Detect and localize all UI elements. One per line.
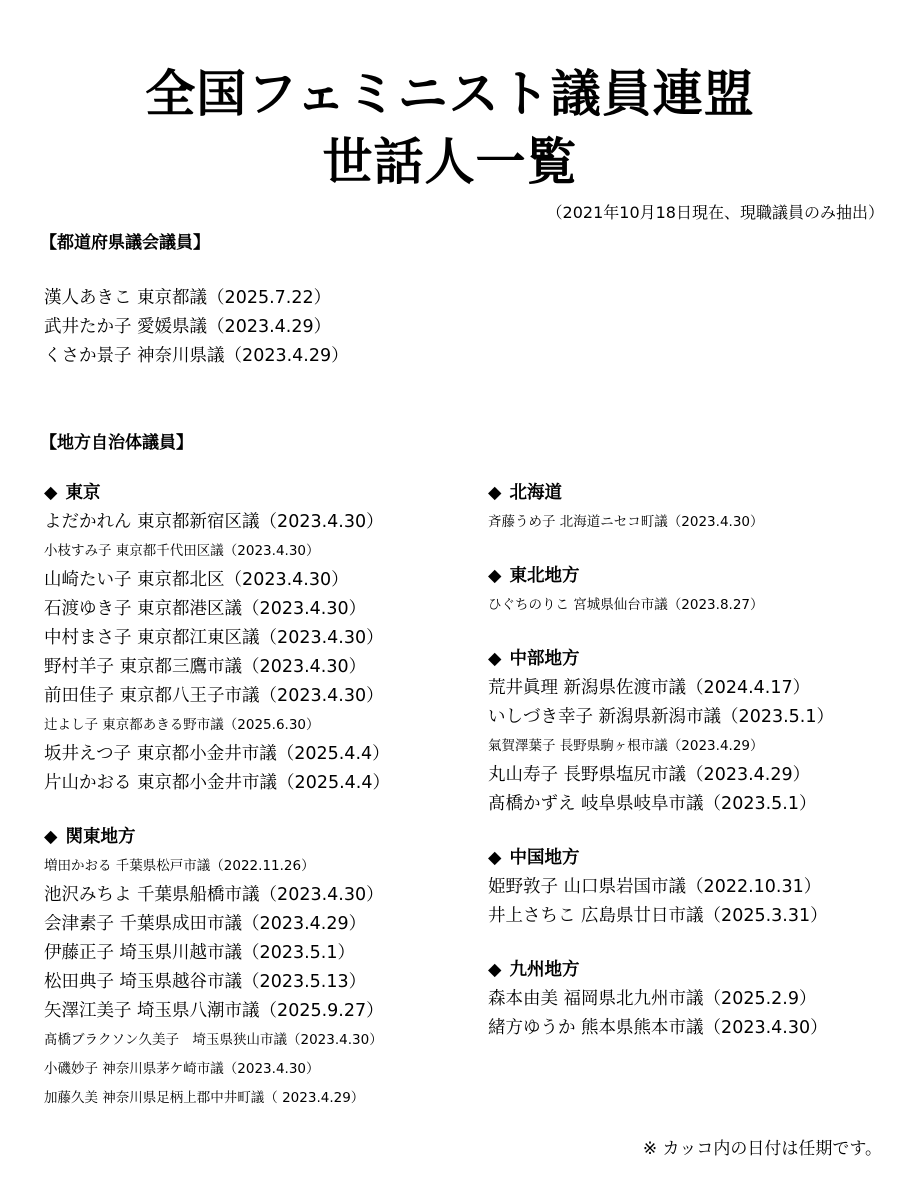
member-entry: いしづき幸子 新潟県新潟市議（2023.5.1）: [488, 707, 834, 727]
member-entry: 松田典子 埼玉県越谷市議（2023.5.13）: [44, 972, 367, 992]
diamond-bullet-icon: ◆: [488, 848, 502, 868]
member-entry: 武井たか子 愛媛県議（2023.4.29）: [44, 317, 332, 337]
region-heading: [488, 561, 834, 591]
member-entry: 伊藤正子 埼玉県川越市議（2023.5.1）: [44, 943, 355, 963]
member-entry: 森本由美 福岡県北九州市議（2025.2.9）: [488, 989, 817, 1009]
member-entry: くさか景子 神奈川県議（2023.4.29）: [44, 346, 349, 366]
local-heading: 【地方自治体議員】: [40, 433, 193, 453]
region-name: 中部地方: [509, 649, 580, 669]
member-entry: 丸山寿子 長野県塩尻市議（2023.4.29）: [488, 765, 811, 785]
member-entry: 池沢みちよ 千葉県船橋市議（2023.4.30）: [44, 885, 384, 905]
member-entry: 井上さちこ 広島県廿日市議（2025.3.31）: [488, 906, 828, 926]
as-of-date: （2021年10月18日現在、現職議員のみ抽出）: [546, 203, 884, 222]
diamond-bullet-icon: ◆: [488, 566, 502, 586]
member-entry: 髙橋かずえ 岐阜県岐阜市議（2023.5.1）: [488, 794, 817, 814]
member-entry: 山崎たい子 東京都北区（2023.4.30）: [44, 570, 349, 590]
member-entry: 辻よし子 東京都あきる野市議（2025.6.30）: [44, 717, 320, 733]
member-entry: 坂井えつ子 東京都小金井市議（2025.4.4）: [44, 744, 390, 764]
region-heading: [488, 478, 834, 508]
member-entry: 漢人あきこ 東京都議（2025.7.22）: [44, 288, 332, 308]
region-heading: [488, 843, 834, 873]
region-name: 北海道: [509, 483, 562, 503]
region-block: [44, 478, 390, 798]
member-entry: 氣賀澤葉子 長野県駒ヶ根市議（2023.4.29）: [488, 738, 764, 754]
region-heading: [488, 955, 834, 985]
member-entry: よだかれん 東京都新宿区議（2023.4.30）: [44, 512, 384, 532]
region-block: [488, 644, 834, 819]
member-entry: 野村羊子 東京都三鷹市議（2023.4.30）: [44, 657, 367, 677]
page-subtitle: 世話人一覧: [322, 133, 578, 191]
member-entry: 姫野敦子 山口県岩国市議（2022.10.31）: [488, 877, 822, 897]
member-entry: 緒方ゆうか 熊本県熊本市議（2023.4.30）: [488, 1018, 828, 1038]
region-block: [488, 843, 834, 931]
member-entry: 石渡ゆき子 東京都港区議（2023.4.30）: [44, 599, 367, 619]
member-entry: 増田かおる 千葉県松戸市議（2022.11.26）: [44, 858, 315, 874]
region-block: [488, 478, 834, 537]
page-title: 全国フェミニスト議員連盟: [145, 65, 755, 123]
diamond-bullet-icon: ◆: [488, 649, 502, 669]
region-name: 東京: [65, 483, 101, 503]
region-heading: [44, 822, 390, 852]
footnote: ※ カッコ内の日付は任期です。: [642, 1139, 882, 1159]
region-name: 九州地方: [509, 960, 580, 980]
region-heading: [44, 478, 390, 508]
member-entry: 小枝すみ子 東京都千代田区議（2023.4.30）: [44, 543, 320, 559]
prefectural-heading: 【都道府県議会議員】: [40, 233, 210, 253]
right-column: [488, 478, 834, 1067]
region-heading: [488, 644, 834, 674]
member-entry: 荒井眞理 新潟県佐渡市議（2024.4.17）: [488, 678, 811, 698]
member-entry: 斉藤うめ子 北海道ニセコ町議（2023.4.30）: [488, 514, 764, 530]
member-entry: 会津素子 千葉県成田市議（2023.4.29）: [44, 914, 367, 934]
member-entry: 髙橋ブラクソン久美子 埼玉県狭山市議（2023.4.30）: [44, 1032, 383, 1048]
prefectural-member-list: [44, 284, 349, 371]
member-entry: 矢澤江美子 埼玉県八潮市議（2025.9.27）: [44, 1001, 384, 1021]
member-entry: 片山かおる 東京都小金井市議（2025.4.4）: [44, 773, 390, 793]
diamond-bullet-icon: ◆: [488, 960, 502, 980]
diamond-bullet-icon: ◆: [44, 483, 58, 503]
member-entry: 前田佳子 東京都八王子市議（2023.4.30）: [44, 686, 384, 706]
region-block: [44, 822, 390, 1113]
region-name: 関東地方: [65, 827, 136, 847]
diamond-bullet-icon: ◆: [488, 483, 502, 503]
region-name: 東北地方: [509, 566, 580, 586]
member-entry: ひぐちのりこ 宮城県仙台市議（2023.8.27）: [488, 597, 764, 613]
member-entry: 小磯妙子 神奈川県茅ケ崎市議（2023.4.30）: [44, 1061, 320, 1077]
left-column: [44, 478, 390, 1137]
region-block: [488, 561, 834, 620]
region-name: 中国地方: [509, 848, 580, 868]
diamond-bullet-icon: ◆: [44, 827, 58, 847]
region-block: [488, 955, 834, 1043]
member-entry: 加藤久美 神奈川県足柄上郡中井町議（ 2023.4.29）: [44, 1090, 365, 1106]
member-entry: 中村まさ子 東京都江東区議（2023.4.30）: [44, 628, 384, 648]
